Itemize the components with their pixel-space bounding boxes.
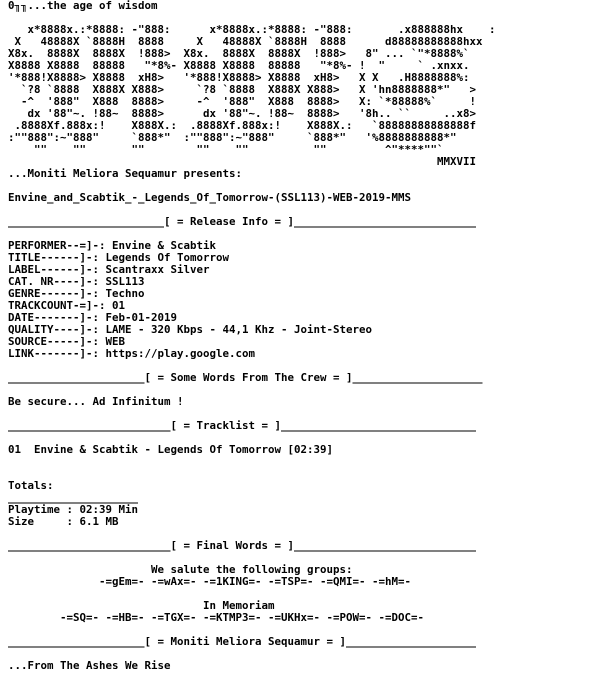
nfo-line: Totals: <box>8 479 54 492</box>
nfo-line: _____________________[ = Some Words From The Crew = ]____________________ <box>8 371 483 384</box>
nfo-line: PERFORMER--=]-: Envine & Scabtik <box>8 239 217 252</box>
nfo-line: `?8 `8888 X888X X888> `?8 `8888 X888X X888> X 'hn8888888*" > <box>8 83 477 96</box>
nfo-line: -=gEm=- -=wAx=- -=1KING=- -=TSP=- -=QMI=- -=hM=- <box>8 575 412 588</box>
nfo-line: SOURCE-----]-: WEB <box>8 335 126 348</box>
nfo-line: QUALITY----]-: LAME - 320 Kbps - 44,1 Khz - Joint-Stereo <box>8 323 373 336</box>
nfo-line: :""888":~"888" `888*" :""888":~"888" `888*" '%8888888888*" <box>8 131 457 144</box>
nfo-line: LINK-------]-: https://play.google.com <box>8 347 256 360</box>
nfo-line: We salute the following groups: <box>8 563 353 576</box>
nfo-line: ...From The Ashes We Rise <box>8 659 171 672</box>
nfo-line: x*8888x.:*8888: -"888: x*8888x.:*8888: -"888: .x888888hx : <box>8 23 496 36</box>
nfo-line: Be secure... Ad Infinitum ! <box>8 395 184 408</box>
nfo-line: -=SQ=- -=HB=- -=TGX=- -=KTMP3=- -=UKHx=- -=POW=- -=DOC=- <box>8 611 425 624</box>
nfo-line: ...Moniti Meliora Sequamur presents: <box>8 167 243 180</box>
nfo-line: In Memoriam <box>8 599 275 612</box>
nfo-line: "" "" "" "" "" "" ^"****""` <box>8 143 444 156</box>
nfo-line: '*888!X8888> X8888 xH8> '*888!X8888> X8888 xH8> X X .H8888888%: <box>8 71 470 84</box>
nfo-line <box>8 468 592 480</box>
nfo-line: X8x. 8888X 8888X !888> X8x. 8888X 8888X !888> 8" ... `"*8888%` <box>8 47 470 60</box>
nfo-line <box>8 456 592 468</box>
nfo-line: TRACKCOUNT-=]-: 01 <box>8 299 126 312</box>
nfo-line: X8888 X8888 88888 "*8%- X8888 X8888 88888 "*8%- ! " ` .xnxx. <box>8 59 470 72</box>
nfo-line: dx '88"~. !88~ 8888> dx '88"~. !88~ 8888> '8h.. `` ..x8> <box>8 107 477 120</box>
nfo-line: Envine_and_Scabtik_-_Legends_Of_Tomorrow-(SSL113)-WEB-2019-MMS <box>8 191 412 204</box>
nfo-line: GENRE------]-: Techno <box>8 287 145 300</box>
nfo-line: 01 Envine & Scabtik - Legends Of Tomorrow [02:39] <box>8 443 334 456</box>
nfo-line: _________________________[ = Tracklist = ]______________________________ <box>8 419 477 432</box>
nfo-line: ____________________ <box>8 491 139 504</box>
nfo-line: -^ '888" X888 8888> -^ '888" X888 8888> X: `*88888%` ! <box>8 95 477 108</box>
nfo-line: CAT. NR----]-: SSL113 <box>8 275 145 288</box>
nfo-line: MMXVII <box>8 155 477 168</box>
nfo-line: ________________________[ = Release Info = ]____________________________ <box>8 215 477 228</box>
nfo-line: TITLE------]-: Legends Of Tomorrow <box>8 251 230 264</box>
nfo-line: _____________________[ = Moniti Meliora Sequamur = ]____________________ <box>8 635 477 648</box>
nfo-line: .8888Xf.888x:! X888X.: .8888Xf.888x:! X888X.: `88888888888888f <box>8 119 477 132</box>
nfo-line: X 48888X `8888H 8888 X 48888X `8888H 8888 d88888888888hxx <box>8 35 483 48</box>
nfo-line: Size : 6.1 MB <box>8 515 119 528</box>
nfo-line: LABEL------]-: Scantraxx Silver <box>8 263 210 276</box>
nfo-line: 0╖╖...the age of wisdom <box>8 0 158 12</box>
nfo-line: _________________________[ = Final Words = ]____________________________ <box>8 539 477 552</box>
nfo-line: DATE-------]-: Feb-01-2019 <box>8 311 178 324</box>
nfo-line: Playtime : 02:39 Min <box>8 503 139 516</box>
